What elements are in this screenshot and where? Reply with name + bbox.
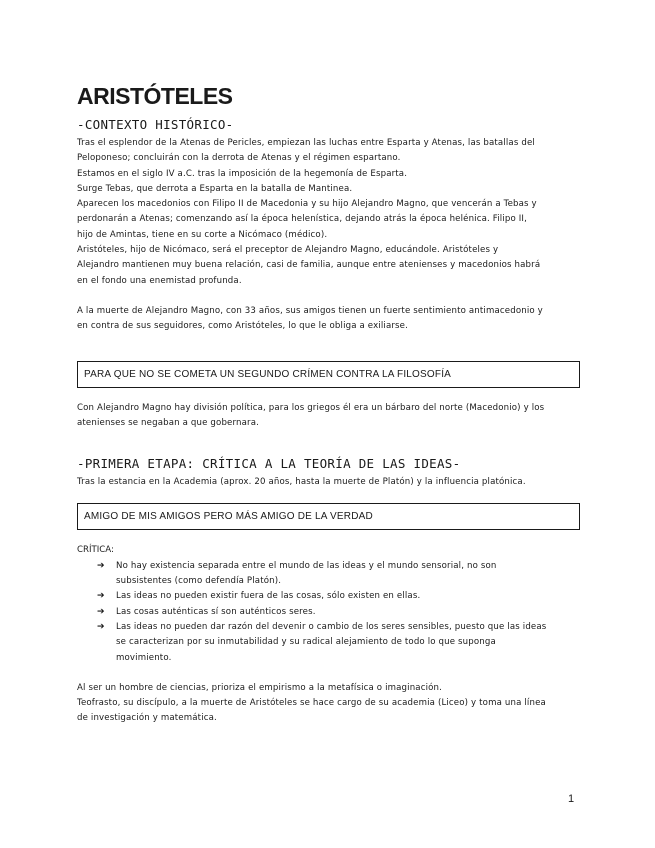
list-item bbox=[97, 559, 580, 590]
text-line: en el fondo una enemistad profunda. bbox=[77, 275, 242, 286]
quote-box-verdad: AMIGO DE MIS AMIGOS PERO MÁS AMIGO DE LA VERDAD bbox=[77, 503, 580, 530]
section-heading-primera-etapa: -PRIMERA ETAPA: CRÍTICA A LA TEORÍA DE LAS IDEAS- bbox=[77, 456, 461, 472]
text-line: perdonarán a Atenas; comenzando así la época helenística, dejando atrás la época helénica. Filipo II, bbox=[77, 214, 527, 225]
quote-box-filosofia: PARA QUE NO SE COMETA UN SEGUNDO CRÍMEN CONTRA LA FILOSOFÍA bbox=[77, 361, 580, 388]
text-line: Alejandro mantienen muy buena relación, casi de familia, aunque entre atenienses y macedonios habrá bbox=[77, 260, 541, 271]
text-line: atenienses se negaban a que gobernara. bbox=[77, 417, 260, 428]
list-item bbox=[97, 620, 580, 666]
list-item-text: movimiento. bbox=[116, 652, 172, 663]
text-line: Tras el esplendor de la Atenas de Pericles, empiezan las luchas entre Esparta y Atenas, las batallas del bbox=[77, 138, 535, 148]
section-heading-contexto: -CONTEXTO HISTÓRICO- bbox=[77, 117, 234, 132]
list-item-text: se caracterizan por su inmutabilidad y su radical alejamiento de todo lo que suponga bbox=[116, 637, 496, 648]
exilio-paragraph bbox=[77, 304, 580, 335]
arrow-right-icon: ➔ bbox=[97, 591, 105, 602]
division-paragraph bbox=[77, 401, 580, 432]
document-page bbox=[77, 80, 580, 727]
text-line: Al ser un hombre de ciencias, prioriza el empirismo a la metafísica o imaginación. bbox=[77, 682, 443, 693]
text-line: Surge Tebas, que derrota a Esparta en la batalla de Mantinea. bbox=[77, 183, 353, 194]
page-title: ARISTÓTELES bbox=[77, 83, 233, 109]
list-item-text: Las ideas no pueden existir fuera de las cosas, sólo existen en ellas. bbox=[116, 591, 421, 602]
text-line: Con Alejandro Magno hay división política, para los griegos él era un bárbaro del norte (Macedonio) y los bbox=[77, 402, 545, 413]
list-item-text: subsistentes (como defendía Platón). bbox=[116, 576, 282, 587]
text-line: Aristóteles, hijo de Nicómaco, será el preceptor de Alejandro Magno, educándole. Aristóteles y bbox=[77, 245, 499, 256]
list-item bbox=[97, 605, 580, 620]
critica-label: CRÍTICA: bbox=[77, 545, 114, 556]
text-line: Estamos en el siglo IV a.C. tras la imposición de la hegemonía de Esparta. bbox=[77, 168, 408, 179]
text-line: Aparecen los macedonios con Filipo II de Macedonia y su hijo Alejandro Magno, que vencerán a Tebas y bbox=[77, 199, 537, 210]
critica-list bbox=[77, 559, 580, 666]
arrow-right-icon: ➔ bbox=[97, 560, 105, 571]
arrow-right-icon: ➔ bbox=[97, 606, 105, 617]
page-number: 1 bbox=[568, 793, 575, 805]
list-item-text: Las cosas auténticas sí son auténticos seres. bbox=[116, 606, 316, 617]
contexto-paragraph bbox=[77, 136, 580, 289]
text-line: Peloponeso; concluirán con la derrota de Atenas y el régimen espartano. bbox=[77, 153, 401, 164]
closing-paragraph bbox=[77, 681, 580, 727]
arrow-right-icon: ➔ bbox=[97, 621, 105, 632]
list-item bbox=[97, 589, 580, 604]
list-item-text: Las ideas no pueden dar razón del devenir o cambio de los seres sensibles, puesto que las ideas bbox=[116, 621, 547, 632]
text-line: en contra de sus seguidores, como Aristóteles, lo que le obliga a exiliarse. bbox=[77, 321, 408, 332]
text-line: Teofrasto, su discípulo, a la muerte de Aristóteles se hace cargo de su academia (Liceo) y toma una línea bbox=[77, 698, 546, 709]
text-line: hijo de Amintas, tiene en su corte a Nicómaco (médico). bbox=[77, 229, 328, 240]
text-line: A la muerte de Alejandro Magno, con 33 años, sus amigos tienen un fuerte sentimiento antimacedonio y bbox=[77, 305, 543, 316]
primera-etapa-intro: Tras la estancia en la Academia (aprox. 20 años, hasta la muerte de Platón) y la influencia platónica. bbox=[77, 477, 526, 488]
text-line: de investigación y matemática. bbox=[77, 713, 217, 724]
list-item-text: No hay existencia separada entre el mundo de las ideas y el mundo sensorial, no son bbox=[116, 560, 497, 571]
